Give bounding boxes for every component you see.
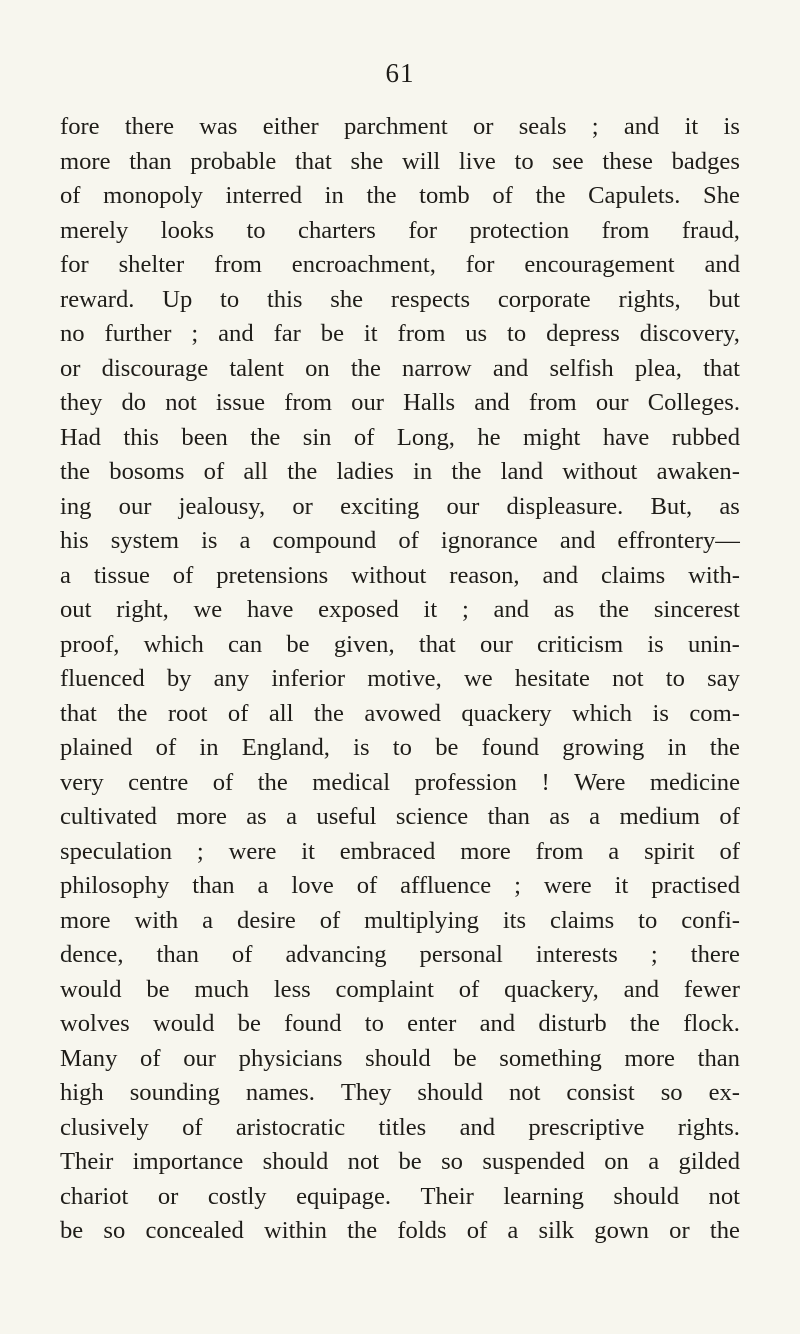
text-line: fore there was either parchment or seals ; and it is [60,113,740,140]
text-line: Many of our physicians should be something more than [60,1044,740,1072]
text-line: reward. Up to this she respects corporate rights, but [60,285,740,313]
text-line: chariot or costly equipage. Their learning should not [60,1182,740,1210]
text-line: more than probable that she will live to see these badges [60,147,740,175]
text-line: Their importance should not be so suspended on a gilded [60,1148,740,1175]
body-text [60,110,740,1249]
page-number: 61 [385,58,415,88]
text-line: of monopoly interred in the tomb of the Capulets. She [60,182,740,209]
text-line: fluenced by any inferior motive, we hesitate not to say [60,665,740,692]
text-line: wolves would be found to enter and disturb the flock. [60,1010,740,1037]
text-line: very centre of the medical profession ! Were medicine [60,768,740,796]
text-line: his system is a compound of ignorance and effrontery— [60,527,740,554]
text-line: that the root of all the avowed quackery which is com- [60,699,740,727]
text-line: they do not issue from our Halls and from our Colleges. [60,389,740,416]
text-line: be so concealed within the folds of a silk gown or the [60,1217,740,1244]
text-line: proof, which can be given, that our criticism is unin- [60,630,740,658]
text-line: no further ; and far be it from us to depress discovery, [60,320,740,347]
text-line: the bosoms of all the ladies in the land without awaken- [60,458,740,485]
text-line: ing our jealousy, or exciting our displeasure. But, as [60,492,740,520]
text-line: cultivated more as a useful science than as a medium of [60,803,740,830]
text-line: a tissue of pretensions without reason, and claims with- [60,561,740,589]
text-line: dence, than of advancing personal interests ; there [60,941,740,968]
text-line: Had this been the sin of Long, he might have rubbed [60,423,740,451]
text-line: would be much less complaint of quackery, and fewer [60,975,740,1003]
text-line: philosophy than a love of affluence ; were it practised [60,872,740,899]
text-line: out right, we have exposed it ; and as the sincerest [60,596,740,623]
text-line: or discourage talent on the narrow and selfish plea, that [60,354,740,382]
text-line: merely looks to charters for protection from fraud, [60,216,740,244]
text-line: speculation ; were it embraced more from a spirit of [60,837,740,865]
text-line: high sounding names. They should not consist so ex- [60,1079,740,1106]
text-line: for shelter from encroachment, for encouragement and [60,251,740,278]
text-line: more with a desire of multiplying its claims to confi- [60,906,740,934]
text-line: clusively of aristocratic titles and prescriptive rights. [60,1113,740,1141]
text-line: plained of in England, is to be found growing in the [60,734,740,761]
